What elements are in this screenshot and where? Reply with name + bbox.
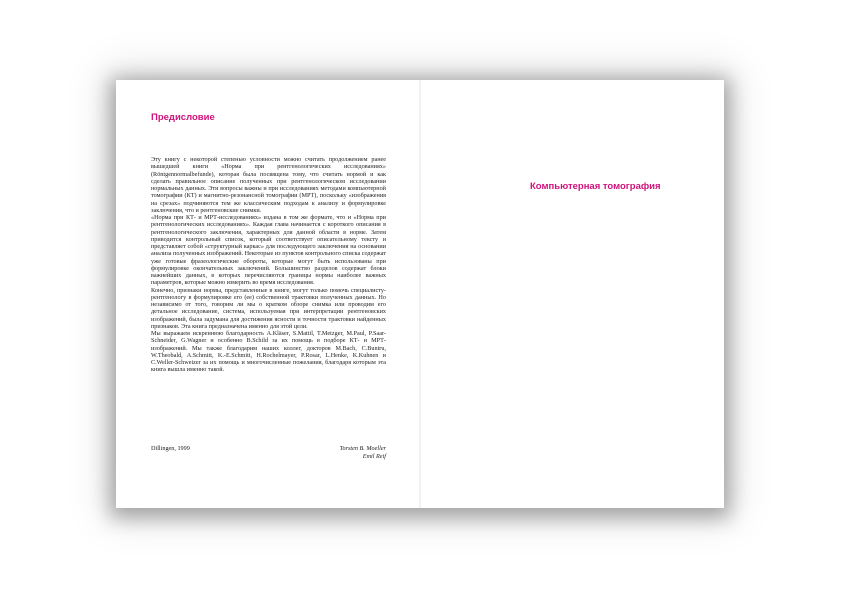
preface-paragraph-3: Конечно, признаки нормы, представленные в книге, могут только помочь специалисту-рентгенологу в формулировке его (ее) собственной трактовки полученных данных. Но независимо от того, говорим ли мы о кратком обзоре снимка или проводим его детальное исследование, система, используемая при интерпретации рентгеновских изображений, была задумана для достижения ясности и точности трактовки найденных признаков. Эта книга предназначена именно для этой цели. (151, 286, 386, 330)
preface-paragraph-4: Мы выражаем искреннюю благодарность A.Kläser, S.Mattil, T.Metzger, M.Paul, P.Saar-Schneider, G.Wagner и особенно B.Schild за их помощь в подборе КТ- и МРТ-изображений. Мы также благодарим наших коллег, докторов M.Bach, C.Buntru, W.Theobald, A.Schmitt, K.-E.Schmitt, H.Rochelmayer, P.Rosar, L.Henke, K.Kuhnen и C.Weller-Schweizer за их помощь и многочисленные пожелания, благодаря которым эта книга вышла именно такой. (151, 330, 386, 374)
author-name-2: Emil Reif (362, 452, 386, 460)
right-page (420, 80, 724, 508)
preface-body (151, 156, 386, 374)
preface-paragraph-1: Эту книгу с некоторой степенью условности можно считать продолжением ранее вышедшей книги «Норма при рентгенологических исследованиях» (Röntgennormalbefunde), которая была посвящена тому, что считать нормой и как сделать правильное описание полученных при рентгенологическом исследовании нормальных данных. Эти вопросы важны и при исследованиях методами компьютерной томографии (КТ) и магнитно-резонансной томографии (МРТ), поскольку «изображения на срезах» подчиняются тем же классическим подходам к анализу и формулировке заключения, что и рентгеновские снимки. (151, 156, 386, 214)
preface-heading: Предисловие (151, 112, 215, 123)
section-heading: Компьютерная томография (530, 181, 661, 192)
author-name-1: Torsten B. Moeller (339, 445, 386, 452)
left-page (116, 80, 420, 508)
place-date: Dillingen, 1999 (151, 445, 190, 452)
book-spread (116, 80, 724, 508)
preface-paragraph-2: «Норма при КТ- и МРТ-исследованиях» издана в том же формате, что и «Норма при рентгенологических исследованиях». Каждая глава начинается с короткого описания в рентгенологического заключения, характерных для данной области в норме. Затем приводится контрольный список, который соответствует описательному тексту и представляет собой «структурный каркас» для последующего заключения на основании анализа полученных изображений. Некоторые из пунктов контрольного списка содержат уже готовые фразеологические обороты, которые могут быть использованы при формулировке окончательных заключений. Большинство разделов содержат блоки важнейших данных, в которых перечисляются границы нормы наиболее важных параметров, которые можно измерить во время исследования. (151, 214, 386, 287)
author-signature (340, 445, 386, 460)
